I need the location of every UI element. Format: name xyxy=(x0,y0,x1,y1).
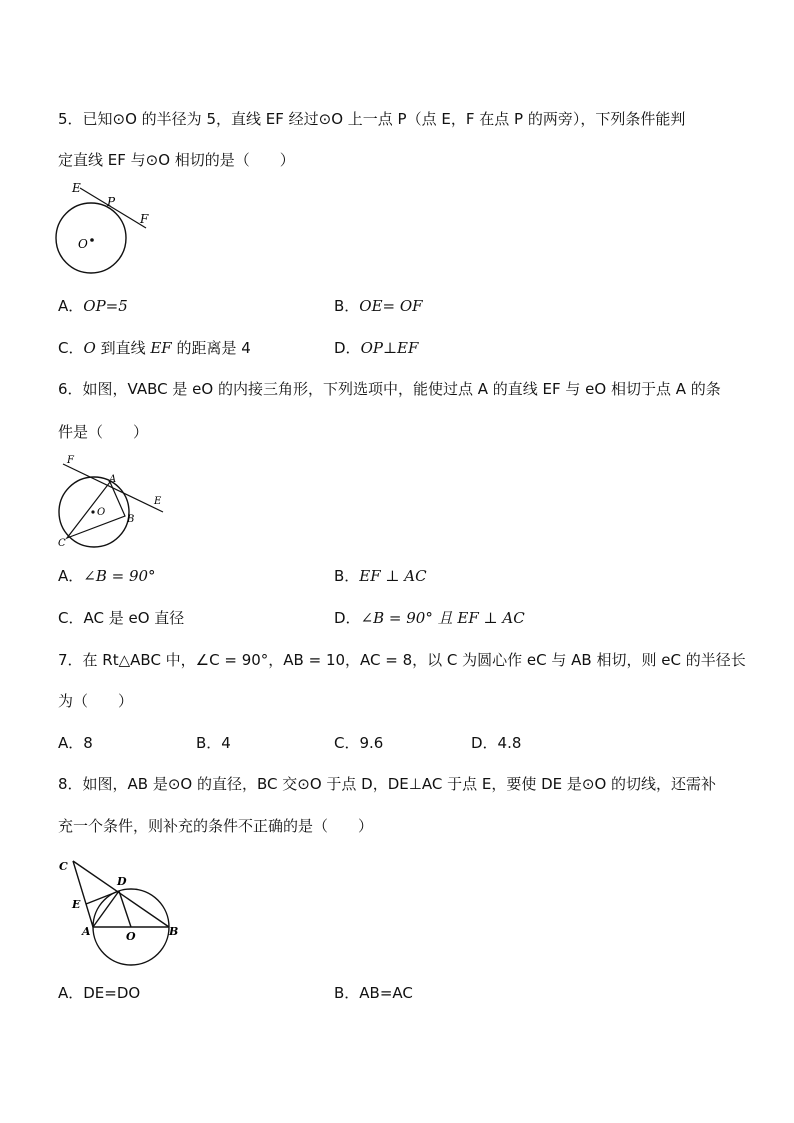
q8-segment-ac xyxy=(73,861,93,927)
q6-label-c: C xyxy=(58,538,66,549)
q7-option-d[interactable]: D．4.8 xyxy=(471,734,522,752)
q6-label-a: A xyxy=(109,474,117,485)
q5-option-a[interactable] xyxy=(58,296,128,316)
q5-option-c-mid: 到直线 xyxy=(95,339,151,357)
q5-option-c-label: C． xyxy=(58,339,84,357)
q6-option-c-text: AC 是 eO 直径 xyxy=(83,609,185,627)
q5-option-d-label: D． xyxy=(334,339,361,357)
q7-stem-line1: 7．在 Rt△ABC 中，∠C = 90°，AB = 10，AC = 8，以 C 为圆心作 eC 与 AB 相切，则 eC 的半径长 xyxy=(58,651,746,669)
q5-option-a-label: A． xyxy=(58,297,84,315)
q6-option-d-label: D． xyxy=(334,609,361,627)
q7-option-b[interactable]: B．4 xyxy=(196,734,231,752)
q8-label-c: C xyxy=(59,860,68,873)
q6-option-b[interactable] xyxy=(334,566,427,586)
q8-stem-line1: 8．如图，AB 是⊙O 的直径，BC 交⊙O 于点 D，DE⊥AC 于点 E，要使 DE 是⊙O 的切线，还需补 xyxy=(58,775,717,793)
q6-option-c-label: C． xyxy=(58,609,84,627)
q8-label-d: D xyxy=(117,875,127,888)
q5-option-b-label: B． xyxy=(334,297,360,315)
q8-option-a[interactable]: A．DE=DO xyxy=(58,984,141,1002)
q8-label-b: B xyxy=(169,925,179,938)
q8-option-b[interactable]: B．AB=AC xyxy=(334,984,413,1002)
q6-option-c[interactable] xyxy=(58,608,184,628)
q7-stem-line2: 为（ ） xyxy=(58,692,134,710)
q5-option-c-o: O xyxy=(83,339,96,357)
q5-label-e: E xyxy=(72,181,81,195)
q5-figure xyxy=(50,178,160,278)
q6-option-a-label: A． xyxy=(58,567,84,585)
q6-figure xyxy=(55,452,170,552)
q6-label-f: F xyxy=(67,455,74,466)
q5-option-b[interactable] xyxy=(334,296,423,316)
q6-triangle-abc xyxy=(67,482,125,538)
q6-label-b: B xyxy=(127,514,135,525)
q5-option-d[interactable] xyxy=(334,338,418,358)
q6-option-b-label: B． xyxy=(334,567,360,585)
q8-figure xyxy=(55,853,185,943)
q8-label-a: A xyxy=(82,925,91,938)
q6-option-d[interactable] xyxy=(334,608,525,628)
q6-option-d-text: ∠B = 90° 且 EF ⊥ AC xyxy=(360,609,525,627)
q8-label-e: E xyxy=(72,898,81,911)
q6-label-e: E xyxy=(154,496,162,507)
q8-label-o: O xyxy=(126,930,136,943)
q5-label-f: F xyxy=(140,212,149,226)
q5-circle-o xyxy=(56,203,126,273)
q5-option-c[interactable] xyxy=(58,338,251,358)
q7-option-a[interactable]: A．8 xyxy=(58,734,93,752)
q5-center-dot xyxy=(90,238,94,242)
q5-option-b-text: OE= OF xyxy=(359,297,423,315)
q5-option-a-text: OP=5 xyxy=(83,297,128,315)
q6-center-dot xyxy=(91,510,94,513)
q5-option-c-ef: EF xyxy=(150,339,172,357)
q6-label-o: O xyxy=(97,507,106,518)
q5-option-d-text: OP⊥EF xyxy=(360,339,419,357)
q6-stem-line2: 件是（ ） xyxy=(58,423,149,441)
q6-option-a[interactable] xyxy=(58,566,156,586)
q8-segment-cb xyxy=(73,861,169,927)
q6-stem-line1: 6．如图，VABC 是 eO 的内接三角形，下列选项中，能使过点 A 的直线 EF 与 eO 相切于点 A 的条 xyxy=(58,380,721,398)
q5-stem-line2: 定直线 EF 与⊙O 相切的是（ ） xyxy=(58,151,295,169)
q5-label-p: P xyxy=(107,195,116,209)
q7-option-c[interactable]: C．9.6 xyxy=(334,734,384,752)
q8-stem-line2: 充一个条件，则补充的条件不正确的是（ ） xyxy=(58,817,374,835)
q5-option-c-post: 的距离是 4 xyxy=(171,339,251,357)
q5-stem-line1: 5．已知⊙O 的半径为 5，直线 EF 经过⊙O 上一点 P（点 E，F 在点 P 的两旁），下列条件能判 xyxy=(58,110,686,128)
q5-label-o: O xyxy=(78,237,88,251)
q6-option-a-text: ∠B = 90° xyxy=(83,567,156,585)
q6-option-b-text: EF ⊥ AC xyxy=(359,567,427,585)
